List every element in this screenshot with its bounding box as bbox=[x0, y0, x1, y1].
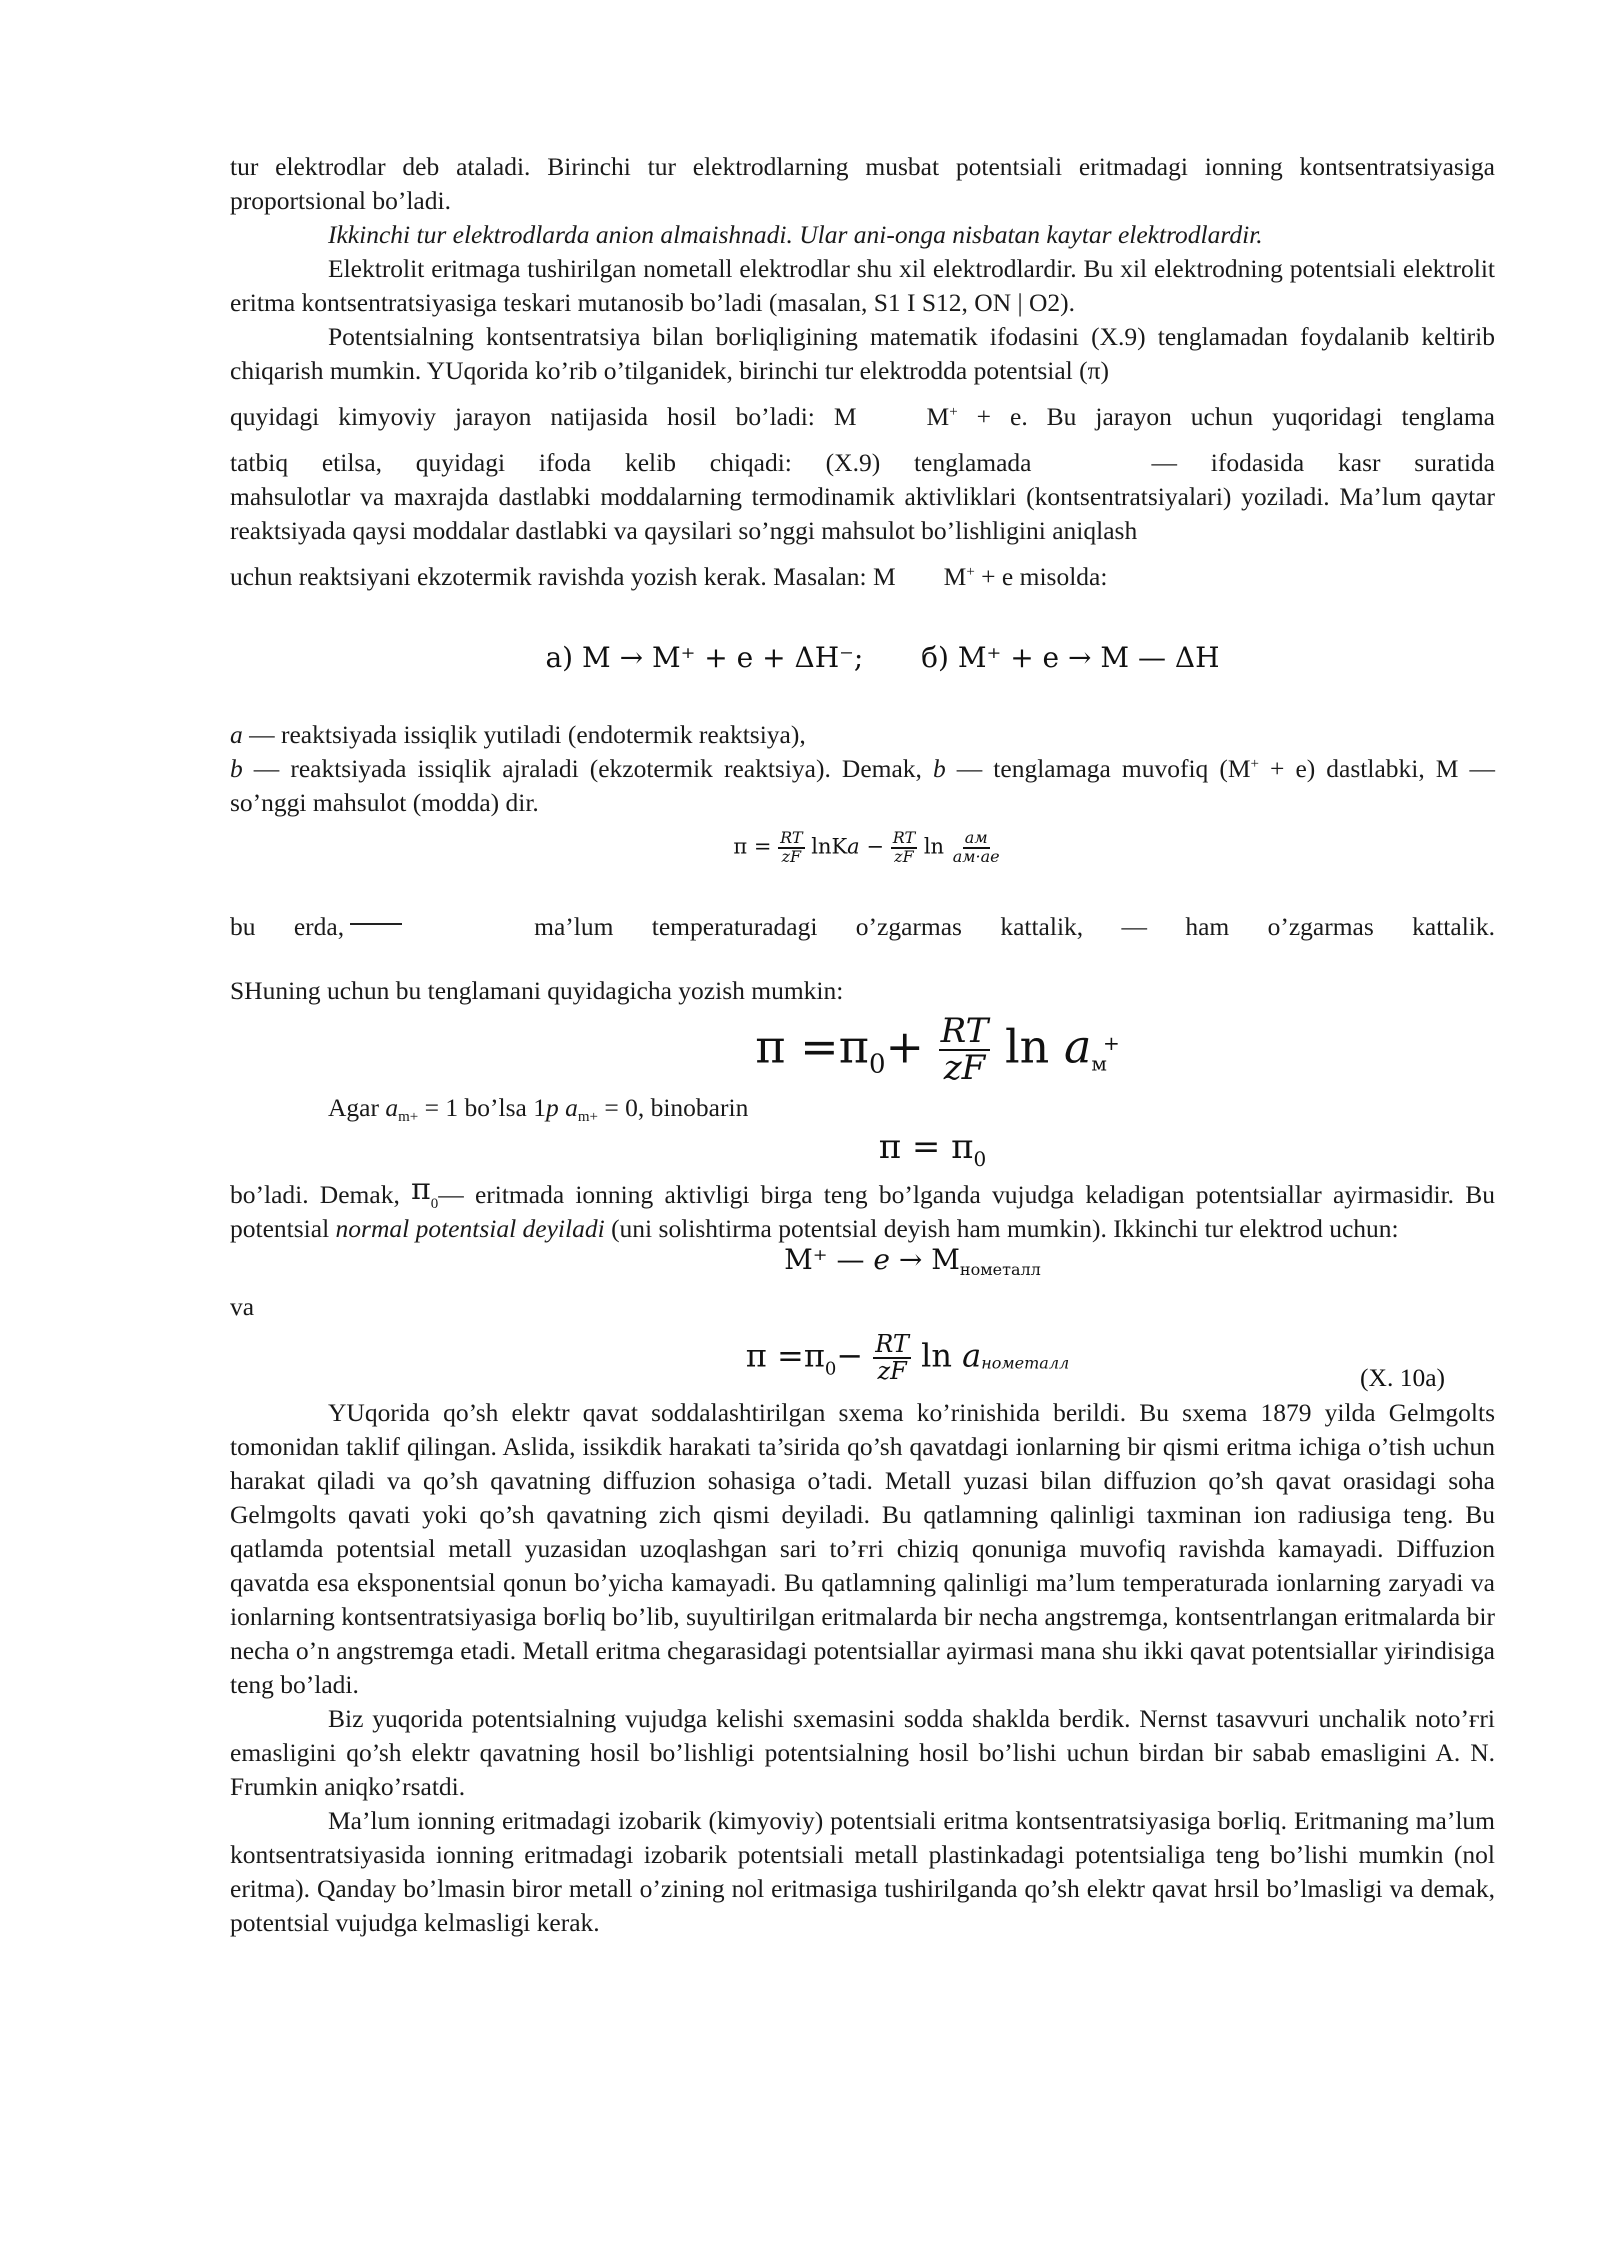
fraction bbox=[778, 830, 804, 866]
text-span: + e misolda: bbox=[981, 562, 1108, 591]
reaction-a: M → M⁺ + e + ΔH⁻; bbox=[582, 641, 864, 674]
eq-text: ln bbox=[1004, 1019, 1050, 1074]
reaction-b-label: б) bbox=[921, 641, 949, 674]
subscript: 0 bbox=[824, 1358, 837, 1380]
eq-var: e bbox=[873, 1242, 890, 1276]
text-span: — tenglamaga muvofiq (M bbox=[956, 754, 1251, 783]
fraction bbox=[891, 830, 917, 866]
numerator: RT bbox=[940, 1010, 989, 1051]
eq-text: π = π bbox=[878, 1126, 974, 1167]
fraction bbox=[951, 830, 1002, 866]
text-span: — eritmada ionning aktivligi birga teng bo’lganda vujudga keladigan potentsiallar ayirmasidir. Bu potentsial bbox=[230, 1179, 1496, 1243]
fraction bbox=[873, 1329, 911, 1386]
pi-symbol: π bbox=[411, 1171, 431, 1207]
subscript: 0 bbox=[430, 1195, 439, 1212]
text-span: — reaktsiyada issiqlik yutiladi (endotermik reaktsiya), bbox=[249, 720, 806, 749]
denominator: aм·aе bbox=[952, 846, 1000, 866]
paragraph-18: Ma’lum ionning eritmadagi izobarik (kimyoviy) potentsiali eritma kontsentratsiyasiga boғliq. Eritmaning ma’lum kontsentratsiyasida ionning eritmadagi izobarik potentsiali metall plastinkadagi potentsialiga teng bo’lishi mumkin (nol eritma). Qanday bo’lmasin biror metall o’zining nol eritmasiga tushirilganda qo’sh elektr qavat hrsil bo’lmasligi va demak, potentsial vujudga kelmasligi kerak. bbox=[230, 1806, 1495, 1938]
subscript: m+ bbox=[577, 1108, 598, 1125]
text-span: (uni solishtirma potentsial deyish ham mumkin). Ikkinchi tur elektrod uchun: bbox=[611, 1213, 1399, 1243]
denominator: zF bbox=[781, 846, 802, 866]
eq-text: π = bbox=[733, 834, 772, 859]
fraction bbox=[939, 1010, 991, 1089]
eq-text: π =π bbox=[745, 1336, 825, 1375]
text-span: quyidagi kimyoviy jarayon natijasida hosil bo’ladi: M bbox=[230, 402, 857, 431]
paragraph-8 bbox=[230, 560, 1495, 594]
equation-5 bbox=[230, 1329, 1495, 1392]
eq-text: − bbox=[866, 834, 884, 859]
numerator: RT bbox=[875, 1329, 909, 1358]
paragraph-7: mahsulotlar va maxrajda dastlabki moddalarning termodinamik aktivliklari (kontsentratsiyalari) yoziladi. Ma’lum qaytar reaktsiyada qaysi moddalar dastlabki va qaysilari so’nggi mahsulot bo’lishligini aniqlash bbox=[230, 482, 1495, 545]
subscript: нометалл bbox=[959, 1259, 1041, 1279]
reaction-b: M⁺ + e → M — ΔH bbox=[957, 641, 1220, 674]
equation-number: (X. 10a) bbox=[1360, 1362, 1445, 1392]
equation-4 bbox=[230, 1240, 1495, 1280]
italic-text: Ikkinchi tur elektrodlarda anion almaishnadi. Ular ani-onga nisbatan kaytar elektrodlardir. bbox=[328, 220, 1263, 249]
text-span: + e. Bu jarayon uchun yuqoridagi tenglama bbox=[976, 402, 1495, 431]
subscript: м bbox=[1091, 1051, 1107, 1076]
eq-var: a bbox=[1063, 1019, 1092, 1074]
superscript: + bbox=[966, 564, 975, 580]
italic-text: b bbox=[230, 754, 243, 783]
eq-text: − bbox=[836, 1336, 864, 1375]
eq-text: + bbox=[885, 1019, 925, 1074]
numerator: RT bbox=[892, 828, 916, 847]
equation-2 bbox=[230, 1010, 1495, 1089]
paragraph-16: YUqorida qo’sh elektr qavat soddalashtirilgan sxema ko’rinishida berildi. Bu sxema 1879 yilda Gelmgolts tomonidan taklif qilingan. Aslida, issikdik harakati ta’sirida qo’sh qavatdagi ionlarning bir qismi eritma ichiga o’tish uchun harakat qiladi va qo’sh qavatning diffuzion sohasiga o’tadi. Metall yuzasi bilan diffuzion qo’sh qavat orasidagi soha Gelmgolts qavati yoki qo’sh qavatning zich qismi deyiladi. Bu qatlamning qalinligi taxminan ion radiusiga teng. Bu qatlamda potentsial metall yuzasidan uzoqlashgan sari to’ғri chiziq qonuniga muvofiq ravishda kamayadi. Diffuzion qavatda esa eksponentsial qonun bo’yicha kamayadi. Bu qatlamning qalinligi ma’lum temperaturada ionlarning zaryadi va ionlarning kontsentratsiyasiga boғliq bo’lib, suyultirilgan eritmalarda bir necha angstremga, kontsentrlangan eritmalarda bir necha o’n angstremga etadi. Metall eritma chegarasidagi potentsiallar ayirmasi mana shu ikki qavat potentsiallar yiғindisiga teng bo’ladi. bbox=[230, 1398, 1495, 1700]
text-span: — reaktsiyada issiqlik ajraladi (ekzotermik reaktsiya). Demak, bbox=[253, 754, 922, 783]
eq-text: → M bbox=[889, 1242, 960, 1276]
paragraph-3: Elektrolit eritmaga tushirilgan nometall elektrodlar shu xil elektrodlardir. Bu xil elektrodning potentsiali elektrolit eritma kontsentratsiyasiga teskari mutanosib bo’ladi (masalan, S1 I S12, ON | O2). bbox=[230, 254, 1495, 317]
text-span: bo’ladi. Demak, bbox=[230, 1179, 400, 1209]
subscript: нометалл bbox=[981, 1353, 1070, 1373]
text-span: M bbox=[926, 402, 950, 431]
text-span: — ifodasida kasr suratida bbox=[1151, 448, 1495, 477]
equation-3 bbox=[230, 1125, 1495, 1169]
denominator: zF bbox=[943, 1048, 986, 1089]
eq-var: a bbox=[962, 1336, 982, 1375]
text-span: = 0, binobarin bbox=[604, 1092, 749, 1122]
text-span: M bbox=[943, 562, 967, 591]
denominator: zF bbox=[877, 1357, 907, 1386]
paragraph-10 bbox=[230, 752, 1495, 820]
superscript: + bbox=[1250, 756, 1259, 772]
paragraph-2 bbox=[230, 218, 1495, 252]
eq-text: ln bbox=[923, 834, 945, 859]
italic-text: a bbox=[230, 720, 243, 749]
blank-line bbox=[350, 923, 402, 925]
superscript: + bbox=[949, 404, 958, 420]
superscript: + bbox=[1102, 1031, 1120, 1056]
italic-text: p bbox=[545, 1092, 559, 1122]
paragraph-17: Biz yuqorida potentsialning vujudga kelishi sxemasini sodda shaklda berdik. Nernst tasavvuri unchalik noto’ғri emasligini qo’sh elektr qavatning hosil bo’lishligi potentsialning hosil bo’lishi uchun birdan bir sabab emasligini A. N. Frumkin aniqko’rsatdi. bbox=[230, 1704, 1495, 1802]
paragraph-11 bbox=[230, 910, 1495, 944]
eq-text: π =π bbox=[755, 1019, 869, 1074]
text-span: ma’lum temperaturadagi o’zgarmas kattalik, bbox=[534, 911, 1084, 941]
text-span: Agar bbox=[328, 1092, 379, 1122]
numerator: aм bbox=[964, 828, 988, 847]
paragraph-12: SHuning uchun bu tenglamani quyidagicha yozish mumkin: bbox=[230, 975, 844, 1005]
text-span: = 1 bo’lsa 1 bbox=[424, 1092, 546, 1122]
paragraph-9 bbox=[230, 718, 1495, 752]
text-span: uchun reaktsiyani ekzotermik ravishda yozish kerak. Masalan: M bbox=[230, 562, 896, 591]
paragraph-5 bbox=[230, 400, 1495, 434]
italic-text: a bbox=[385, 1092, 399, 1122]
paragraph-15: va bbox=[230, 1291, 255, 1321]
subscript: 0 bbox=[973, 1146, 987, 1171]
text-span: — ham o’zgarmas kattalik. bbox=[1121, 911, 1495, 941]
paragraph-1: tur elektrodlar deb ataladi. Birinchi tur elektrodlarning musbat potentsiali eritmadagi ionning kontsentratsiyasiga proportsional bo’ladi. bbox=[230, 152, 1495, 215]
eq-var: a bbox=[847, 834, 860, 859]
subscript: m+ bbox=[398, 1108, 419, 1125]
paragraph-14 bbox=[230, 1173, 1495, 1246]
paragraph-6 bbox=[230, 446, 1495, 480]
paragraph-13 bbox=[230, 1091, 1495, 1125]
text-span: + e) dastlabki, M — so’nggi mahsulot (modda) dir. bbox=[230, 754, 1496, 817]
eq-text: ln bbox=[921, 1336, 952, 1375]
italic-text: b bbox=[932, 754, 946, 783]
document-page bbox=[230, 150, 1495, 1940]
eq-text: M⁺ — bbox=[784, 1242, 874, 1276]
eq-text: lnK bbox=[811, 834, 848, 859]
text-span: tatbiq etilsa, quyidagi ifoda kelib chiqadi: (X.9) tenglamada bbox=[230, 448, 1032, 477]
equation-1 bbox=[230, 830, 1495, 866]
reaction-equations bbox=[230, 638, 1495, 678]
denominator: zF bbox=[894, 846, 914, 866]
italic-text: normal potentsial deyiladi bbox=[335, 1213, 605, 1243]
paragraph-4: Potentsialning kontsentratsiya bilan boғliqligining matematik ifodasini (X.9) tenglamadan foydalanib keltirib chiqarish mumkin. YUqorida ko’rib o’tilganidek, birinchi tur elektrodda potentsial (π) bbox=[230, 322, 1495, 385]
reaction-a-label: а) bbox=[545, 641, 574, 674]
numerator: RT bbox=[780, 828, 803, 847]
subscript: 0 bbox=[868, 1049, 886, 1080]
text-span: bu erda, bbox=[230, 911, 345, 941]
italic-text: a bbox=[565, 1092, 578, 1122]
